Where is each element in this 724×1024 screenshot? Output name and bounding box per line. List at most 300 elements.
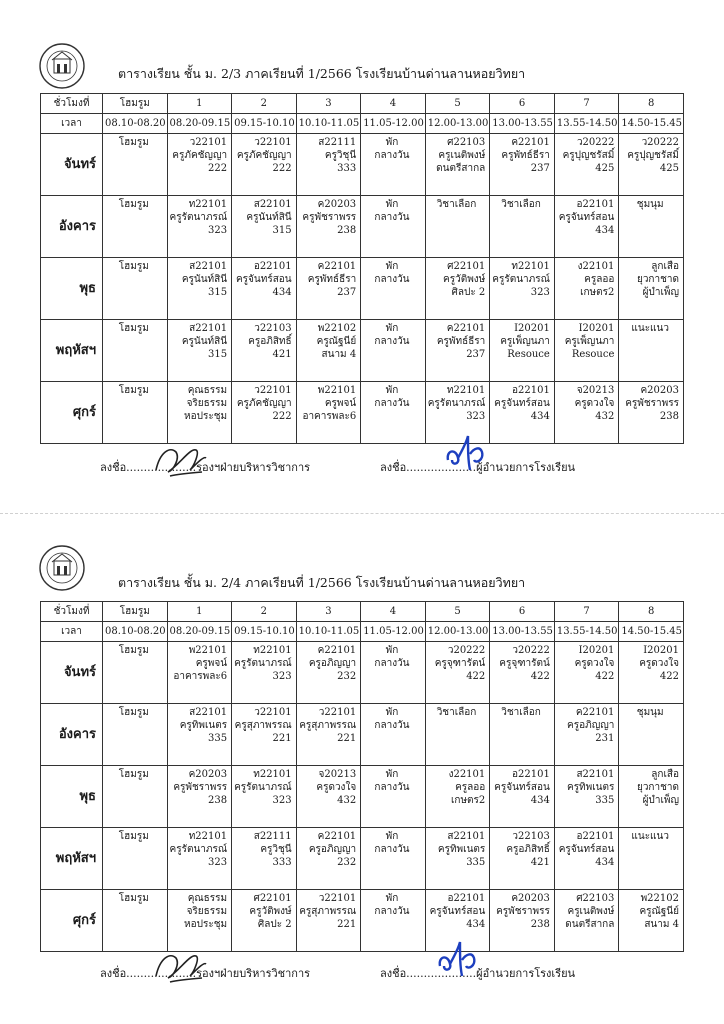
cell-line-teacher: ครูอภิญญา — [308, 844, 357, 855]
time-slot: 13.00-13.55 — [490, 114, 555, 134]
cell-line-subject: แนะแนว — [631, 323, 669, 334]
day-row — [41, 890, 684, 952]
cell-line-subject: พัก — [385, 323, 399, 334]
cell-line-subject: ง22101 — [577, 261, 615, 272]
cell-line-teacher: กลางวัน — [374, 398, 410, 409]
day-row — [41, 196, 684, 258]
cell-line-subject: ท22101 — [446, 385, 486, 396]
cell-line-subject: ส22101 — [189, 261, 228, 272]
cell-line-teacher: ครูทิพเนตร — [179, 720, 228, 731]
cell-line-room: ผู้บำเพ็ญ — [642, 287, 679, 298]
cell-line-subject: โฮมรูม — [118, 385, 149, 396]
cell-line-teacher: ครูรัตนาภรณ์ — [234, 782, 292, 793]
cell-line-subject: ท22101 — [188, 831, 228, 842]
cell-line-room: 222 — [208, 163, 228, 174]
class-cell — [296, 258, 361, 320]
day-name: พฤหัสฯ — [41, 320, 103, 382]
period-header: 8 — [619, 602, 684, 622]
class-cell — [361, 828, 426, 890]
class-cell — [554, 766, 619, 828]
cell-line-subject: ค20203 — [511, 893, 550, 904]
cell-line-room: 434 — [595, 225, 615, 236]
cell-line-teacher: ครูนันท์สินี — [246, 212, 292, 223]
cell-line-subject: ชุมนุม — [636, 707, 664, 718]
cell-line-teacher: ครูวิชุนี — [324, 150, 357, 161]
class-cell — [425, 828, 490, 890]
time-slot: 08.10-08.20 — [103, 622, 168, 642]
time-slot: 13.55-14.50 — [554, 114, 619, 134]
cell-line-subject: อ22101 — [576, 831, 615, 842]
cell-line-teacher: ครูทิพเนตร — [567, 782, 615, 793]
time-slot: 09.15-10.10 — [232, 622, 297, 642]
class-cell — [361, 134, 426, 196]
cell-line-subject: พัก — [385, 137, 399, 148]
cell-line-teacher: ครูจันทร์สอน — [558, 844, 615, 855]
signature-vice — [150, 440, 210, 482]
cell-line-room: 238 — [208, 795, 228, 806]
cell-line-teacher: ครูจันทร์สอน — [558, 212, 615, 223]
cell-line-room: 335 — [208, 733, 228, 744]
cell-line-teacher: ยุวกาชาด — [636, 782, 679, 793]
cell-line-subject: ส22101 — [253, 199, 292, 210]
cell-line-room: 221 — [337, 919, 357, 930]
period-header: 7 — [554, 602, 619, 622]
signature-vice — [150, 946, 210, 988]
class-cell — [619, 890, 684, 952]
cell-line-room: 421 — [530, 857, 550, 868]
class-cell — [554, 196, 619, 258]
cell-line-subject: ว20222 — [447, 645, 486, 656]
cell-line-teacher: กลางวัน — [374, 844, 410, 855]
cell-line-subject: โฮมรูม — [118, 199, 149, 210]
cell-line-room: อาคารพละ6 — [302, 411, 357, 422]
class-cell — [361, 258, 426, 320]
class-cell — [361, 890, 426, 952]
cell-line-teacher: จริยธรรม — [186, 398, 228, 409]
cell-line-subject: ว22101 — [254, 707, 292, 718]
cell-line-teacher: ครูดวงใจ — [574, 658, 615, 669]
schedule-title: ตารางเรียน ชั้น ม. 2/3 ภาคเรียนที่ 1/2566 โรงเรียนบ้านด่านลานหอยวิทยา — [118, 66, 526, 81]
cell-line-subject: ค22101 — [446, 323, 486, 334]
timetable — [40, 93, 684, 444]
cell-line-subject: ศ22103 — [447, 137, 486, 148]
time-slot: 08.10-08.20 — [103, 114, 168, 134]
cell-line-subject: ว22101 — [318, 893, 357, 904]
time-slot: 13.00-13.55 — [490, 622, 555, 642]
cell-line-room: 323 — [208, 225, 228, 236]
cell-line-subject: ชุมนุม — [636, 199, 664, 210]
class-cell — [232, 258, 297, 320]
time-slot: 09.15-10.10 — [232, 114, 297, 134]
cell-line-subject: โฮมรูม — [118, 323, 149, 334]
class-cell — [232, 382, 297, 444]
period-header: 3 — [296, 602, 361, 622]
period-header: 5 — [425, 94, 490, 114]
cell-line-room: 425 — [595, 163, 615, 174]
cell-line-teacher: ครูเนติพงษ์ — [567, 906, 615, 917]
cell-line-subject: อ22101 — [512, 769, 550, 780]
class-cell — [361, 642, 426, 704]
class-cell — [232, 890, 297, 952]
cell-line-teacher: ครูรัตนาภรณ์ — [169, 212, 228, 223]
class-cell — [619, 258, 684, 320]
time-slot: 14.50-15.45 — [619, 622, 684, 642]
class-cell — [232, 196, 297, 258]
cell-line-subject: ค20203 — [317, 199, 357, 210]
class-cell — [296, 196, 361, 258]
cell-line-teacher: ครูพัทธ์ธีรา — [501, 150, 550, 161]
cell-line-room: 422 — [659, 671, 679, 682]
class-cell — [103, 382, 168, 444]
cell-line-subject: I20201 — [514, 323, 550, 334]
class-cell — [554, 704, 619, 766]
class-cell — [103, 642, 168, 704]
cell-line-room: 231 — [595, 733, 615, 744]
time-slot: 14.50-15.45 — [619, 114, 684, 134]
cell-line-subject: ว22101 — [318, 707, 357, 718]
cell-line-subject: I20201 — [578, 323, 615, 334]
cell-line-room: 425 — [659, 163, 679, 174]
cell-line-teacher: ครูวัติพงษ์ — [443, 274, 486, 285]
class-cell — [425, 196, 490, 258]
period-header: 7 — [554, 94, 619, 114]
class-cell — [554, 258, 619, 320]
day-row — [41, 320, 684, 382]
class-cell — [490, 890, 555, 952]
cell-line-teacher: ครูดวงใจ — [316, 782, 357, 793]
day-name: พุธ — [41, 258, 103, 320]
cell-line-teacher: กลางวัน — [374, 150, 410, 161]
cell-line-room: หอประชุม — [184, 919, 228, 930]
schedule-title: ตารางเรียน ชั้น ม. 2/4 ภาคเรียนที่ 1/2566 โรงเรียนบ้านด่านลานหอยวิทยา — [118, 575, 526, 590]
cell-line-room: สนาม 4 — [644, 919, 679, 930]
class-cell — [490, 320, 555, 382]
time-slot: 12.00-13.00 — [425, 622, 490, 642]
class-cell — [103, 704, 168, 766]
class-cell — [425, 320, 490, 382]
cell-line-room: 333 — [272, 857, 292, 868]
cell-line-teacher: กลางวัน — [374, 336, 410, 347]
cell-line-room: 238 — [659, 411, 679, 422]
period-header: 2 — [232, 602, 297, 622]
class-cell — [167, 642, 232, 704]
class-cell — [232, 828, 297, 890]
cell-line-subject: อ22101 — [512, 385, 550, 396]
class-cell — [296, 320, 361, 382]
cell-line-teacher: ครูสุภาพรรณ — [299, 906, 357, 917]
cell-line-teacher: ครูรัตนาภรณ์ — [169, 844, 228, 855]
class-cell — [361, 382, 426, 444]
cell-line-teacher: ครูภัคชัญญา — [172, 150, 228, 161]
cell-line-room: 221 — [337, 733, 357, 744]
day-name: อังคาร — [41, 196, 103, 258]
period-header: 4 — [361, 94, 426, 114]
class-cell — [425, 134, 490, 196]
cell-line-room: 222 — [272, 411, 292, 422]
period-header: 8 — [619, 94, 684, 114]
cell-line-subject: พัก — [385, 707, 399, 718]
cell-line-teacher: ครูอภิสิทธิ์ — [506, 844, 550, 855]
cell-line-teacher: ครูดวงใจ — [639, 658, 679, 669]
cell-line-subject: ค20203 — [188, 769, 228, 780]
period-header: 1 — [167, 602, 232, 622]
sign-prefix: ลงชื่อ.......... — [100, 461, 162, 474]
class-cell — [103, 196, 168, 258]
cell-line-teacher: ครูสุภาพรรณ — [234, 720, 292, 731]
cell-line-room: 434 — [595, 857, 615, 868]
day-name: พฤหัสฯ — [41, 828, 103, 890]
cell-line-teacher: ครูจุฑารัตน์ — [434, 658, 486, 669]
cell-line-room: 333 — [337, 163, 357, 174]
cell-line-subject: ค22101 — [575, 707, 615, 718]
cell-line-room: สนาม 4 — [321, 349, 357, 360]
cell-line-subject: ส22101 — [189, 707, 228, 718]
cell-line-room: ศิลปะ 2 — [257, 919, 292, 930]
class-cell — [232, 766, 297, 828]
cell-line-room: 237 — [466, 349, 486, 360]
cell-line-room: 434 — [530, 411, 550, 422]
class-cell — [554, 134, 619, 196]
cell-line-subject: โฮมรูม — [118, 261, 149, 272]
cell-line-teacher: ครูอภิสิทธิ์ — [248, 336, 292, 347]
cell-line-teacher: ครูพัชราพรร — [302, 212, 357, 223]
sign-role: ..........รองฯฝ่ายบริหารวิชาการ — [161, 967, 311, 980]
cell-line-subject: พัก — [385, 893, 399, 904]
cell-line-subject: โฮมรูม — [118, 893, 149, 904]
period-header: 4 — [361, 602, 426, 622]
cell-line-subject: ว22103 — [512, 831, 550, 842]
class-cell — [167, 382, 232, 444]
class-cell — [361, 196, 426, 258]
class-cell — [425, 258, 490, 320]
class-cell — [167, 890, 232, 952]
period-row — [41, 94, 684, 114]
cell-line-room: 222 — [272, 163, 292, 174]
class-cell — [554, 382, 619, 444]
cell-line-teacher: ครูรัตนาภรณ์ — [234, 658, 292, 669]
class-cell — [554, 828, 619, 890]
cell-line-teacher: ครูจันทร์สอน — [429, 906, 486, 917]
cell-line-teacher: ครูณัฐนีย์ — [316, 336, 357, 347]
day-row — [41, 258, 684, 320]
cell-line-teacher: กลางวัน — [374, 720, 410, 731]
class-cell — [361, 704, 426, 766]
cell-line-subject: โฮมรูม — [118, 707, 149, 718]
cell-line-room: 221 — [272, 733, 292, 744]
cell-line-subject: พ22101 — [188, 645, 228, 656]
cell-line-room: หอประชุม — [184, 411, 228, 422]
cell-line-subject: ศ22101 — [253, 893, 292, 904]
period-header: 5 — [425, 602, 490, 622]
cell-line-room: 422 — [530, 671, 550, 682]
cell-line-teacher: ครูพัชราพรร — [173, 782, 228, 793]
day-name: จันทร์ — [41, 642, 103, 704]
cell-line-teacher: ครูอภิญญา — [308, 658, 357, 669]
class-cell — [167, 704, 232, 766]
time-slot: 11.05-12.00 — [361, 622, 426, 642]
cell-line-teacher: ครูนันท์สินี — [181, 274, 228, 285]
class-cell — [296, 828, 361, 890]
cell-line-room: 315 — [208, 349, 228, 360]
hour-label: ชั่วโมงที่ — [41, 602, 103, 622]
cell-line-teacher: จริยธรรม — [186, 906, 228, 917]
cell-line-subject: ว20222 — [512, 645, 550, 656]
cell-line-teacher: ยุวกาชาด — [636, 274, 679, 285]
cell-line-room: 323 — [272, 795, 292, 806]
class-cell — [103, 890, 168, 952]
cell-line-teacher: กลางวัน — [374, 782, 410, 793]
cell-line-teacher: ครูจันทร์สอน — [494, 782, 550, 793]
time-slot: 13.55-14.50 — [554, 622, 619, 642]
class-cell — [296, 134, 361, 196]
cell-line-subject: ค22101 — [511, 137, 550, 148]
cell-line-subject: โฮมรูม — [118, 769, 149, 780]
cell-line-teacher: ครูพัชราพรร — [625, 398, 679, 409]
cell-line-subject: วิชาเลือก — [436, 199, 477, 210]
class-cell — [554, 642, 619, 704]
hour-label: ชั่วโมงที่ — [41, 94, 103, 114]
cell-line-teacher: ครูพจน์ — [324, 398, 357, 409]
cell-line-subject: พ22102 — [317, 323, 357, 334]
cell-line-room: 323 — [466, 411, 486, 422]
period-header: โฮมรูม — [103, 94, 168, 114]
cell-line-room: เกษตร2 — [580, 287, 615, 298]
class-cell — [296, 704, 361, 766]
period-header: โฮมรูม — [103, 602, 168, 622]
cell-line-room: ผู้บำเพ็ญ — [642, 795, 679, 806]
cell-line-room: ดนตรีสากล — [436, 163, 486, 174]
cell-line-subject: คุณธรรม — [187, 385, 228, 396]
cell-line-teacher: ครูภัคชัญญา — [236, 150, 292, 161]
sign-prefix: ลงชื่อ.......... — [380, 461, 442, 474]
cell-line-teacher: ครูจันทร์สอน — [235, 274, 292, 285]
class-cell — [296, 890, 361, 952]
time-row — [41, 622, 684, 642]
cell-line-room: 232 — [337, 857, 357, 868]
cell-line-teacher: ครูพัทธ์ธีรา — [436, 336, 486, 347]
cell-line-room: 237 — [337, 287, 357, 298]
cell-line-subject: ว22103 — [254, 323, 292, 334]
cell-line-subject: ส22101 — [447, 831, 486, 842]
cell-line-teacher: ครูจันทร์สอน — [494, 398, 550, 409]
time-slot: 11.05-12.00 — [361, 114, 426, 134]
sign-prefix: ลงชื่อ.......... — [100, 967, 162, 980]
cell-line-teacher: ครูวิชุนี — [260, 844, 292, 855]
time-slot: 12.00-13.00 — [425, 114, 490, 134]
cell-line-room: 335 — [466, 857, 486, 868]
day-name: อังคาร — [41, 704, 103, 766]
period-header: 1 — [167, 94, 232, 114]
cell-line-subject: แนะแนว — [631, 831, 669, 842]
cell-line-subject: พัก — [385, 385, 399, 396]
cell-line-subject: ค22101 — [317, 261, 357, 272]
cell-line-teacher: ครูปุญชรัสมิ์ — [562, 150, 615, 161]
class-cell — [361, 766, 426, 828]
sign-role: ..........ผู้อำนวยการโรงเรียน — [441, 967, 576, 980]
class-cell — [296, 642, 361, 704]
cell-line-room: 432 — [337, 795, 357, 806]
cell-line-room: 232 — [337, 671, 357, 682]
class-cell — [619, 642, 684, 704]
class-cell — [103, 828, 168, 890]
day-name: พุธ — [41, 766, 103, 828]
cell-line-subject: คุณธรรม — [187, 893, 228, 904]
cell-line-room: 432 — [595, 411, 615, 422]
cell-line-teacher: กลางวัน — [374, 212, 410, 223]
day-row — [41, 642, 684, 704]
class-cell — [232, 642, 297, 704]
cell-line-subject: วิชาเลือก — [501, 707, 541, 718]
class-cell — [554, 320, 619, 382]
cell-line-subject: อ22101 — [253, 261, 292, 272]
cell-line-teacher: ครูภัคชัญญา — [236, 398, 292, 409]
class-cell — [490, 134, 555, 196]
day-row — [41, 766, 684, 828]
cell-line-subject: ศ22103 — [576, 893, 615, 904]
cell-line-subject: ส22111 — [253, 831, 292, 842]
class-cell — [554, 890, 619, 952]
class-cell — [425, 704, 490, 766]
signature-director — [440, 430, 490, 478]
class-cell — [619, 320, 684, 382]
cell-line-subject: โฮมรูม — [118, 831, 149, 842]
cell-line-teacher: กลางวัน — [374, 658, 410, 669]
period-header: 6 — [490, 602, 555, 622]
cell-line-teacher: ครูพัชราพรร — [496, 906, 550, 917]
cell-line-subject: อ22101 — [447, 893, 486, 904]
cell-line-subject: พ22101 — [317, 385, 357, 396]
cell-line-room: 434 — [466, 919, 486, 930]
cell-line-subject: อ22101 — [576, 199, 615, 210]
cell-line-teacher: ครูลออ — [455, 782, 486, 793]
cell-line-subject: I20201 — [643, 645, 679, 656]
cell-line-room: 335 — [595, 795, 615, 806]
time-slot: 10.10-11.05 — [296, 622, 361, 642]
day-name: ศุกร์ — [41, 890, 103, 952]
cell-line-subject: ว22101 — [189, 137, 228, 148]
cell-line-teacher: ครูรัตนาภรณ์ — [427, 398, 486, 409]
class-cell — [167, 766, 232, 828]
cell-line-room: 434 — [272, 287, 292, 298]
class-cell — [167, 320, 232, 382]
sign-role: ..........ผู้อำนวยการโรงเรียน — [441, 461, 576, 474]
cell-line-subject: ท22101 — [253, 769, 292, 780]
cell-line-teacher: กลางวัน — [374, 906, 410, 917]
class-cell — [619, 766, 684, 828]
cell-line-subject: ว20222 — [641, 137, 679, 148]
cell-line-subject: ศ22101 — [447, 261, 486, 272]
cell-line-room: 238 — [530, 919, 550, 930]
cell-line-room: 434 — [530, 795, 550, 806]
class-cell — [490, 828, 555, 890]
class-cell — [103, 766, 168, 828]
period-header: 2 — [232, 94, 297, 114]
cell-line-room: 422 — [595, 671, 615, 682]
class-cell — [425, 766, 490, 828]
class-cell — [296, 766, 361, 828]
cell-line-teacher: ครูณัฐนีย์ — [639, 906, 679, 917]
cell-line-subject: พ22102 — [640, 893, 679, 904]
cell-line-subject: วิชาเลือก — [436, 707, 477, 718]
class-cell — [296, 382, 361, 444]
cell-line-subject: พัก — [385, 769, 399, 780]
cell-line-subject: ส22101 — [576, 769, 615, 780]
cell-line-teacher: ครูลออ — [584, 274, 615, 285]
cell-line-subject: ลูกเสือ — [651, 261, 679, 272]
cell-line-room: ศิลปะ 2 — [451, 287, 486, 298]
cell-line-room: 237 — [530, 163, 550, 174]
class-cell — [103, 258, 168, 320]
